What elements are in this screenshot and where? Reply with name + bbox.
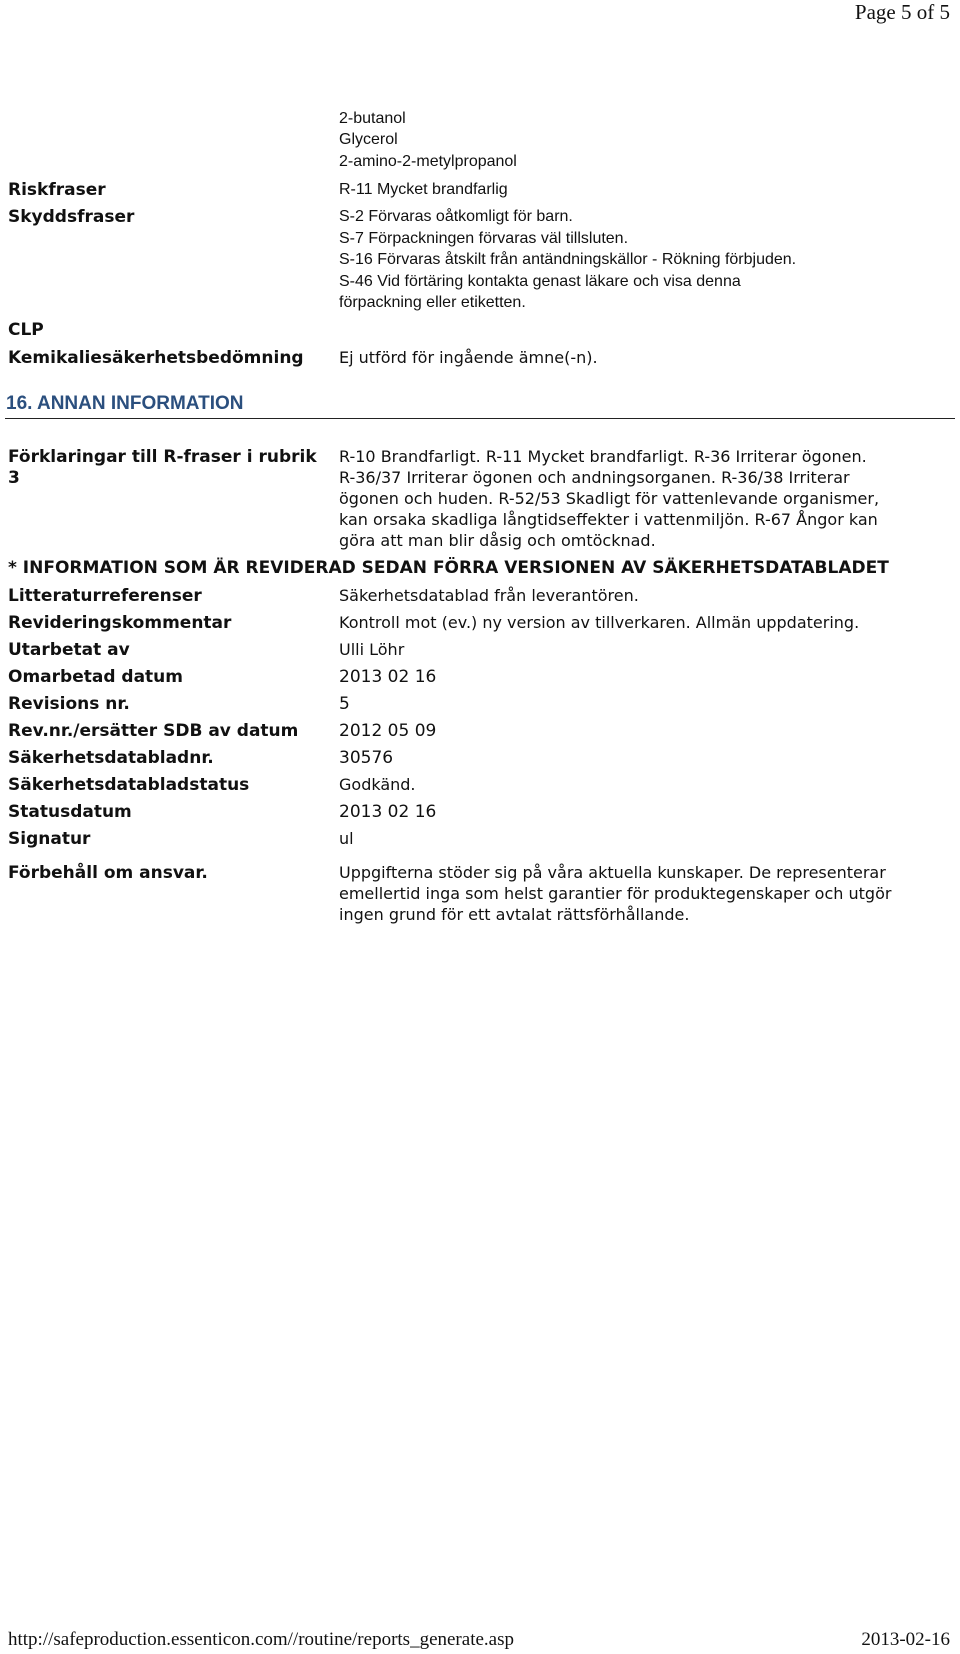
safety-phrase-line: S-16 Förvaras åtskilt från antändningskällor - Rökning förbjuden. <box>339 251 797 268</box>
sds-status-label: Säkerhetsdatabladstatus <box>8 775 250 795</box>
ingredient-line: 2-amino-2-metylpropanol <box>339 153 517 170</box>
signature-value: ul <box>339 829 354 848</box>
prepared-by-label: Utarbetat av <box>8 640 130 660</box>
explanation-line: göra att man blir dåsig och omtöcknad. <box>339 531 656 550</box>
disclaimer-line: ingen grund för ett avtalat rättsförhållande. <box>339 905 690 924</box>
explanations-label: Förklaringar till R-fraser i rubrik <box>8 447 317 467</box>
sds-status-value: Godkänd. <box>339 775 416 794</box>
literature-label: Litteraturreferenser <box>8 586 202 606</box>
page-number: Page 5 of 5 <box>854 0 950 24</box>
replaces-date-label: Rev.nr./ersätter SDB av datum <box>8 721 299 741</box>
revision-number-label: Revisions nr. <box>8 694 130 714</box>
revised-date-label: Omarbetad datum <box>8 667 183 687</box>
explanation-line: R-10 Brandfarligt. R-11 Mycket brandfarligt. R-36 Irriterar ögonen. <box>339 447 867 466</box>
explanations-label-cont: 3 <box>8 468 20 488</box>
footer-date: 2013-02-16 <box>861 1629 950 1650</box>
safety-phrases-label: Skyddsfraser <box>8 207 135 227</box>
clp-label: CLP <box>8 320 44 340</box>
sds-number-label: Säkerhetsdatabladnr. <box>8 748 214 768</box>
prepared-by-value: Ulli Löhr <box>339 640 405 659</box>
replaces-date-value: 2012 05 09 <box>339 721 437 741</box>
ingredient-line: Glycerol <box>339 131 398 148</box>
revision-number-value: 5 <box>339 694 350 714</box>
safety-phrase-line: S-46 Vid förtäring kontakta genast läkare och visa denna <box>339 273 741 290</box>
risk-phrases-label: Riskfraser <box>8 180 106 200</box>
revision-comment-value: Kontroll mot (ev.) ny version av tillverkaren. Allmän uppdatering. <box>339 613 860 632</box>
revised-date-value: 2013 02 16 <box>339 667 437 687</box>
revision-comment-label: Revideringskommentar <box>8 613 232 633</box>
section-heading: 16. ANNAN INFORMATION <box>6 393 244 414</box>
disclaimer-line: emellertid inga som helst garantier för produktegenskaper och utgör <box>339 884 892 903</box>
literature-value: Säkerhetsdatablad från leverantören. <box>339 586 639 605</box>
footer-url: http://safeproduction.essenticon.com//routine/reports_generate.asp <box>8 1629 514 1650</box>
explanation-line: R-36/37 Irriterar ögonen och andningsorganen. R-36/38 Irriterar <box>339 468 850 487</box>
sds-number-value: 30576 <box>339 748 394 768</box>
status-date-label: Statusdatum <box>8 802 132 822</box>
explanation-line: kan orsaka skadliga långtidseffekter i vattenmiljön. R-67 Ångor kan <box>339 510 878 529</box>
safety-phrase-line: S-7 Förpackningen förvaras väl tillsluten. <box>339 230 629 247</box>
explanations-text <box>339 446 954 551</box>
signature-label: Signatur <box>8 829 91 849</box>
safety-phrase-line: S-2 Förvaras oåtkomligt för barn. <box>339 208 573 225</box>
ingredient-line: 2-butanol <box>339 110 406 127</box>
section-divider <box>5 418 955 419</box>
chem-safety-label: Kemikaliesäkerhetsbedömning <box>8 348 304 368</box>
safety-phrase-line: förpackning eller etiketten. <box>339 294 526 311</box>
chem-safety-value: Ej utförd för ingående ämne(-n). <box>339 348 598 367</box>
disclaimer-text <box>339 862 954 925</box>
risk-phrases-value: R-11 Mycket brandfarlig <box>339 181 508 198</box>
revision-banner: * INFORMATION SOM ÄR REVIDERAD SEDAN FÖRRA VERSIONEN AV SÄKERHETSDATABLADET <box>8 558 889 578</box>
disclaimer-line: Uppgifterna stöder sig på våra aktuella kunskaper. De representerar <box>339 863 886 882</box>
explanation-line: ögonen och huden. R-52/53 Skadligt för vattenlevande organismer, <box>339 489 880 508</box>
status-date-value: 2013 02 16 <box>339 802 437 822</box>
disclaimer-label: Förbehåll om ansvar. <box>8 863 208 883</box>
